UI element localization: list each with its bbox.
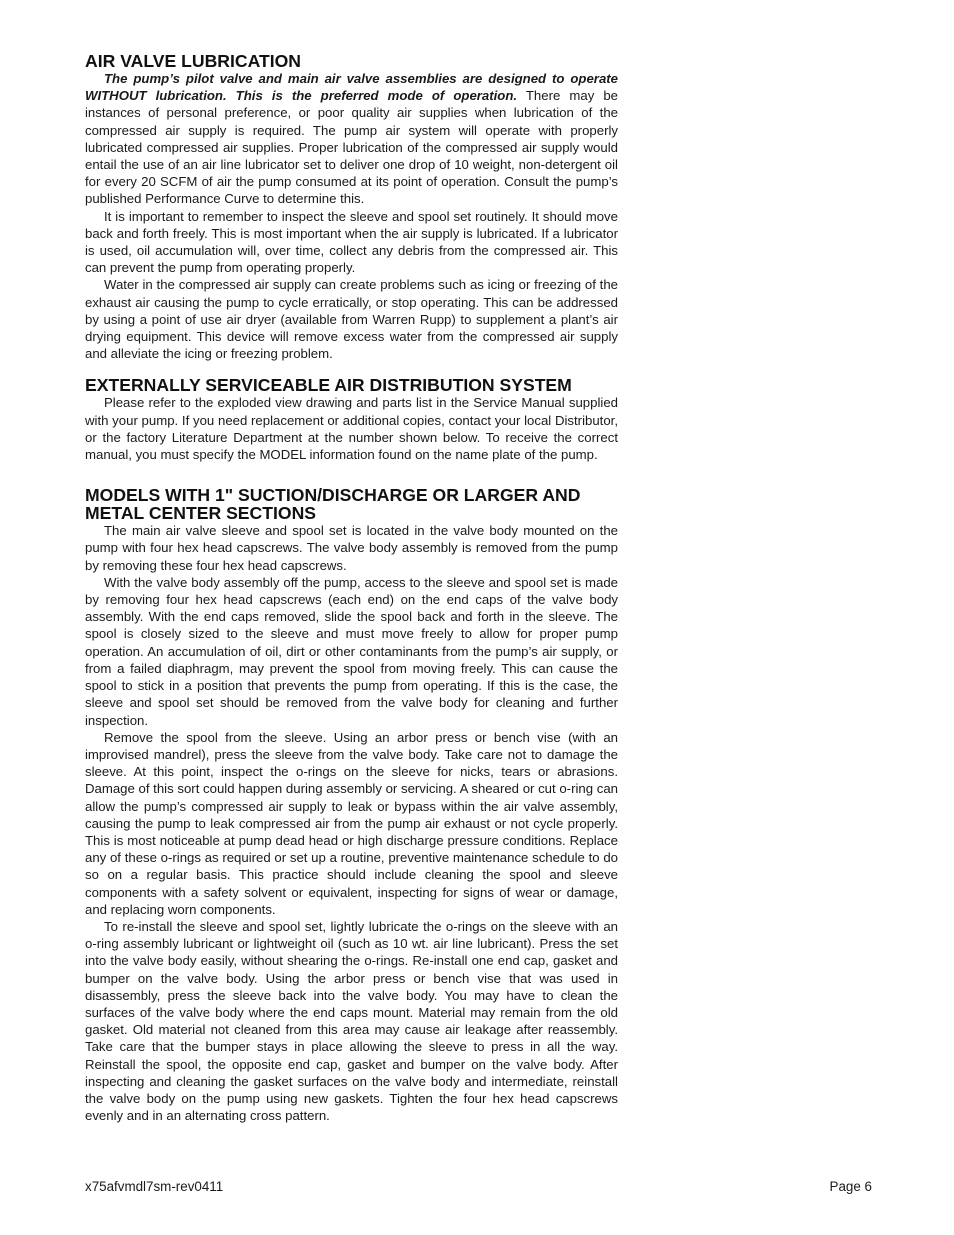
- section-heading: AIR VALVE LUBRICATION: [85, 51, 302, 71]
- footer-doc-id: x75afvmdl7sm-rev0411: [85, 1179, 224, 1194]
- section-models-1in-suction: [85, 486, 618, 1124]
- section-heading: MODELS WITH 1" SUCTION/DISCHARGE OR LARGER AND METAL CENTER SECTIONS: [85, 485, 581, 524]
- section-externally-serviceable: [85, 376, 618, 463]
- body-paragraph: With the valve body assembly off the pump, access to the sleeve and spool set is made by removing four hex head capscrews (each end) on the end caps of the valve body assembly. With the end caps removed, slide the spool back and forth in the sleeve. The spool is closely sized to the sleeve and must move freely to allow for proper pump operation. An accumulation of oil, dirt or other contaminants from the pump’s air supply, or from a failed diaphragm, may prevent the spool from moving freely. This can cause the spool to stick in a position that prevents the pump from operating. If this is the case, the sleeve and spool set should be removed from the valve body for cleaning and further inspection.: [85, 574, 618, 728]
- body-paragraph: Water in the compressed air supply can create problems such as icing or freezing of the exhaust air causing the pump to cycle erratically, or stop operating. This can be addressed by using a point of use air dryer (available from Warren Rupp) to supplement a plant’s air drying equipment. This device will remove excess water from the compressed air supply and alleviate the icing or freezing problem.: [85, 277, 618, 362]
- paragraph-text: There may be instances of personal preference, or poor quality air supplies when lubrication of the compressed air supply is required. The pump air system will operate with properly lubricated compressed air supplies. Proper lubrication of the compressed air supply would entail the use of an air line lubricator set to deliver one drop of 10 weight, non-detergent oil for every 20 SCFM of air the pump consumed at its point of operation. Consult the pump’s published Performance Curve to determine this.: [85, 88, 618, 207]
- page-body: [85, 52, 618, 1131]
- body-paragraph: It is important to remember to inspect the sleeve and spool set routinely. It should move back and forth freely. This is most important when the air supply is lubricated. If a lubricator is used, oil accumulation will, over time, collect any debris from the compressed air. This can prevent the pump from operating properly.: [85, 208, 618, 276]
- section-air-valve-lubrication: [85, 52, 618, 362]
- section-heading: EXTERNALLY SERVICEABLE AIR DISTRIBUTION SYSTEM: [85, 375, 572, 396]
- lead-statement: The pump’s pilot valve and main air valve assemblies are designed to operate WITHOUT lubrication. This is the preferred mode of operation.: [85, 71, 618, 104]
- body-paragraph: To re-install the sleeve and spool set, lightly lubricate the o-rings on the sleeve with an o-ring assembly lubricant or lightweight oil (such as 10 wt. air line lubricant). Press the set into the valve body easily, without shearing the o-rings. Re-install one end cap, gasket and bumper on the valve body. Using the arbor press or bench vise that was used in disassembly, press the sleeve back into the valve body. You may have to clean the surfaces of the valve body where the end caps mount. Material may remain from the old gasket. Old material not cleaned from this area may cause air leakage after reassembly. Take care that the bumper stays in place allowing the sleeve to press in all the way. Reinstall the spool, the opposite end cap, gasket and bumper on the valve body. After inspecting and cleaning the gasket surfaces on the valve body and intermediate, reinstall the valve body on the pump using new gaskets. Tighten the four hex head capscrews evenly and in an alternating cross pattern.: [85, 918, 618, 1124]
- body-paragraph: The main air valve sleeve and spool set is located in the valve body mounted on the pump with four hex head capscrews. The valve body assembly is removed from the pump by removing these four hex head capscrews.: [85, 523, 618, 573]
- body-paragraph: Remove the spool from the sleeve. Using an arbor press or bench vise (with an improvised mandrel), press the sleeve from the valve body. Take care not to damage the sleeve. At this point, inspect the o-rings on the sleeve for nicks, tears or abrasions. Damage of this sort could happen during assembly or servicing. A sheared or cut o-ring can allow the pump’s compressed air supply to leak or bypass within the air valve assembly, causing the pump to leak compressed air from the pump air exhaust or not cycle properly. This is most noticeable at pump dead head or high discharge pressure conditions. Replace any of these o-rings as required or set up a routine, preventive maintenance schedule to do so on a regular basis. This practice should include cleaning the spool and sleeve components with a safety solvent or equivalent, inspecting for signs of wear or damage, and replacing worn components.: [85, 729, 618, 917]
- body-paragraph: Please refer to the exploded view drawing and parts list in the Service Manual supplied with your pump. If you need replacement or additional copies, contact your local Distributor, or the factory Literature Department at the number shown below. To receive the correct manual, you must specify the MODEL information found on the name plate of the pump.: [85, 395, 618, 463]
- body-paragraph: [85, 70, 618, 208]
- footer-page-number: Page 6: [829, 1179, 872, 1194]
